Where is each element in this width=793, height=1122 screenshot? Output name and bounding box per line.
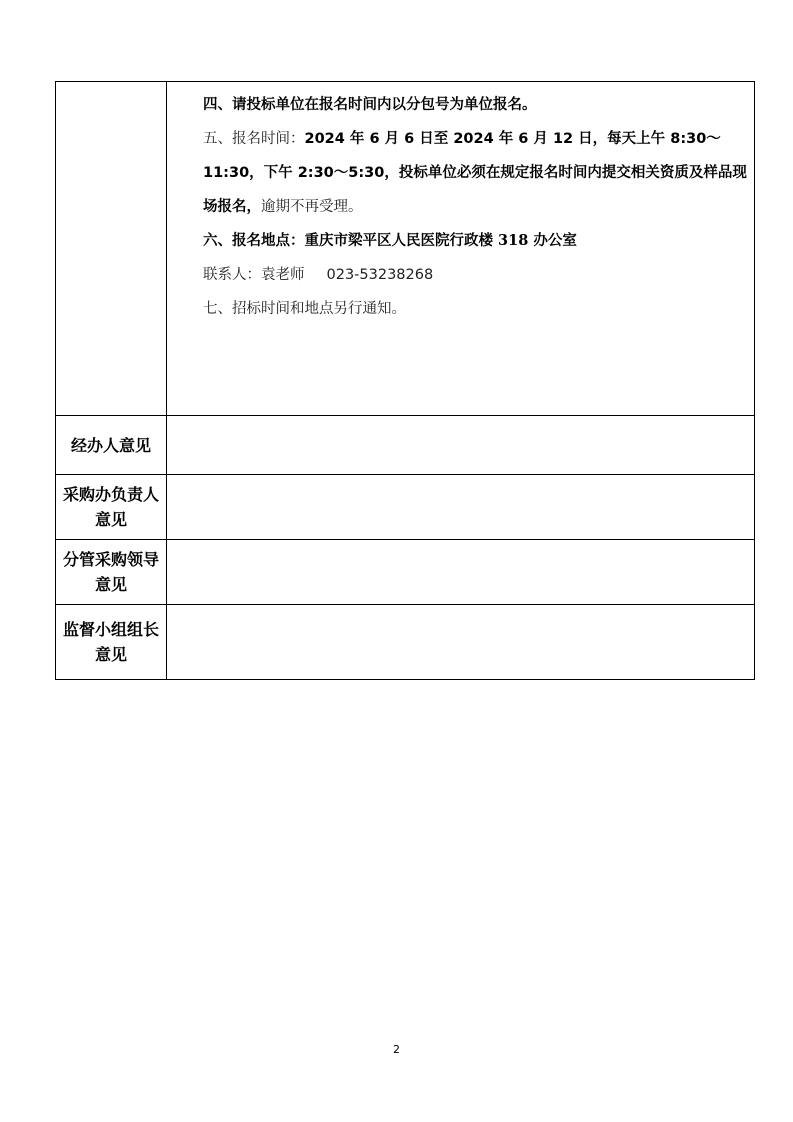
notice-contact: [175, 258, 748, 292]
row-value-supervisor-opinion: [167, 605, 755, 680]
row-label-handler-opinion: 经办人意见: [56, 416, 167, 475]
approval-table: [55, 81, 755, 680]
notice-item-5-tail: 逾期不再受理。: [261, 199, 363, 215]
notice-item-7: 七、招标时间和地点另行通知。: [203, 301, 406, 317]
row-value-handler-opinion: [167, 416, 755, 475]
row-value-leader-opinion: [167, 540, 755, 605]
notice-item-6: 六、报名地点：重庆市梁平区人民医院行政楼 318 办公室: [203, 232, 577, 249]
row-value-procurement-head-opinion: [167, 475, 755, 540]
notice-item-5-label: 五、报名时间：: [203, 131, 305, 147]
notice-item-5-time: 2024 年 6 月 6 日至 2024 年 6 月 12 日，每天上午 8:30～11:30，下午 2:30～5:30，投标单位必须在规定报名时间内提交相关资质及样品现场报名，: [203, 131, 747, 215]
row-label-procurement-head-opinion: 采购办负责人意见: [56, 475, 167, 540]
row-label-supervisor-opinion: 监督小组组长意见: [56, 605, 167, 680]
page-number: 2: [393, 1043, 400, 1056]
contact-label: 联系人：袁老师: [203, 267, 305, 283]
row-label-leader-opinion: 分管采购领导意见: [56, 540, 167, 605]
notice-content-cell: [167, 82, 755, 416]
notice-item-4: 四、请投标单位在报名时间内以分包号为单位报名。: [203, 97, 537, 113]
notice-item-5: [175, 122, 748, 224]
contact-phone: 023-53238268: [326, 267, 434, 283]
empty-label-cell: [56, 82, 167, 416]
